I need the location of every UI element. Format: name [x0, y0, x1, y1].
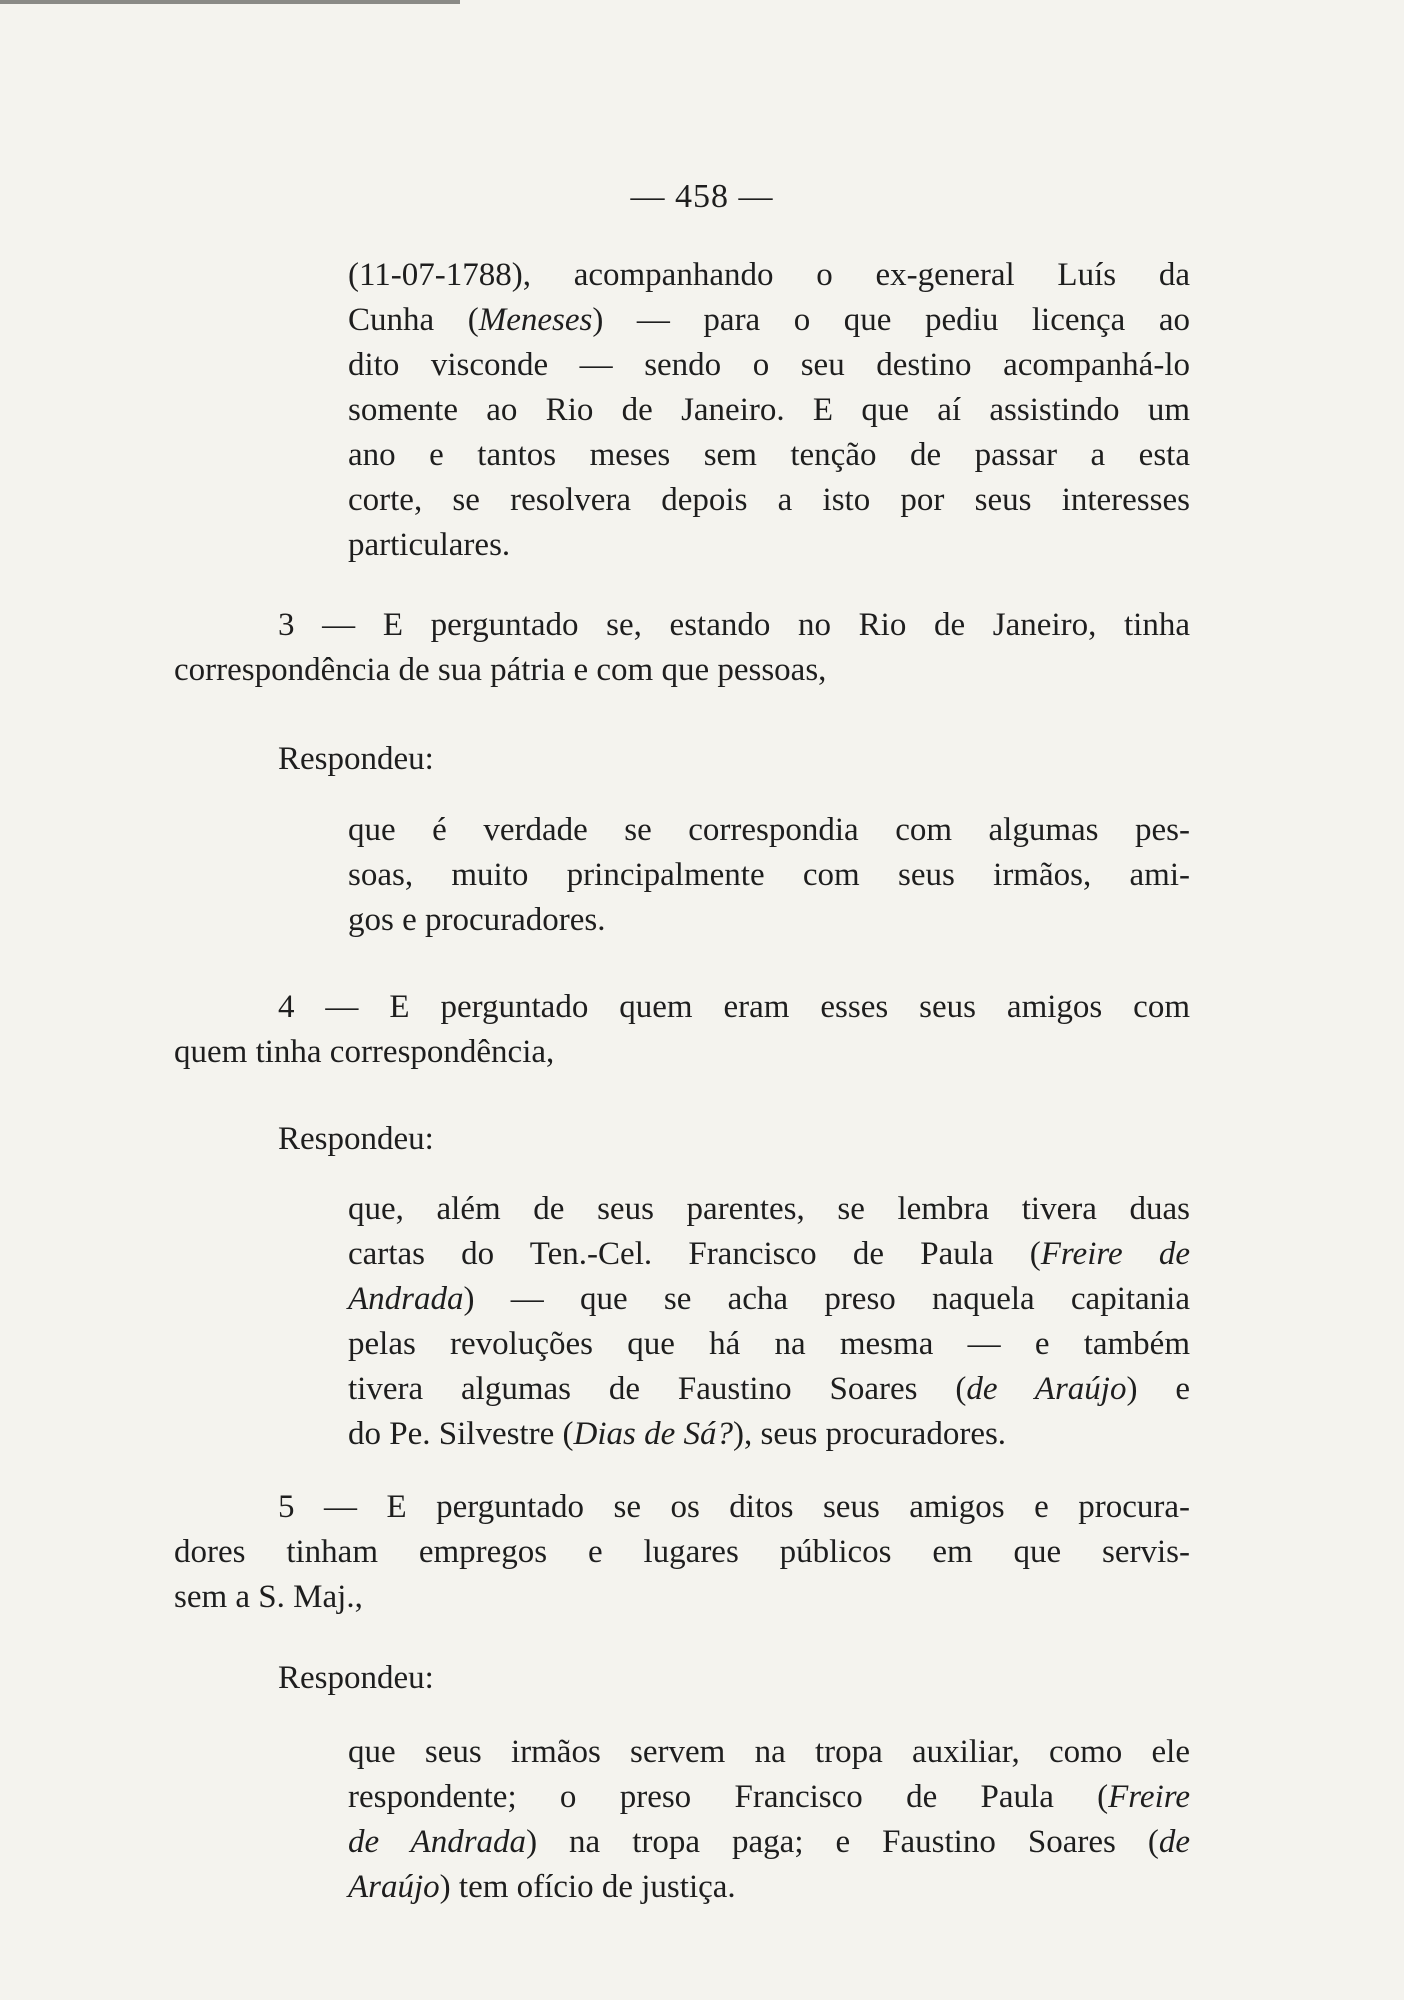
answer-line: tivera algumas de Faustino Soares (de Araújo) e — [348, 1371, 1190, 1407]
question-line: correspondência de sua pátria e com que pessoas, — [174, 652, 827, 688]
answer-4 — [348, 1187, 1190, 1457]
text-line: dito visconde — sendo o seu destino acompanhá-lo — [348, 347, 1190, 383]
answer-line: que, além de seus parentes, se lembra tivera duas — [348, 1191, 1190, 1227]
answer-label: Respondeu: — [278, 741, 434, 777]
answer-line: Andrada) — que se acha preso naquela capitania — [348, 1281, 1190, 1317]
text-line: Cunha (Meneses) — para o que pediu licença ao — [348, 302, 1190, 338]
question-line: 5 — E perguntado se os ditos seus amigos e procura- — [278, 1489, 1190, 1525]
answer-line: Araújo) tem ofício de justiça. — [348, 1869, 736, 1905]
question-5 — [174, 1485, 1190, 1620]
question-line: quem tinha correspondência, — [174, 1034, 555, 1070]
question-line: 4 — E perguntado quem eram esses seus amigos com — [278, 989, 1190, 1025]
answer-label: Respondeu: — [278, 1121, 434, 1157]
answer-line: que é verdade se correspondia com algumas pes- — [348, 812, 1190, 848]
answer-line: do Pe. Silvestre (Dias de Sá?), seus procuradores. — [348, 1416, 1007, 1452]
text-line: corte, se resolvera depois a isto por seus interesses — [348, 482, 1190, 518]
text-line: (11-07-1788), acompanhando o ex-general Luís da — [348, 257, 1190, 293]
answer-label: Respondeu: — [278, 1660, 434, 1696]
page-number: — 458 — — [630, 178, 774, 215]
text-line: ano e tantos meses sem tenção de passar a esta — [348, 437, 1190, 473]
page-top-rule — [0, 0, 460, 4]
text-line: somente ao Rio de Janeiro. E que aí assistindo um — [348, 392, 1190, 428]
answer-line: respondente; o preso Francisco de Paula (Freire — [348, 1779, 1190, 1815]
question-line: dores tinham empregos e lugares públicos em que servis- — [174, 1534, 1190, 1570]
question-4 — [174, 985, 1190, 1075]
answer-line: de Andrada) na tropa paga; e Faustino Soares (de — [348, 1824, 1190, 1860]
intro-paragraph — [348, 253, 1190, 568]
answer-line: que seus irmãos servem na tropa auxiliar, como ele — [348, 1734, 1190, 1770]
question-line: sem a S. Maj., — [174, 1579, 363, 1615]
question-3 — [174, 603, 1190, 693]
text-line: particulares. — [348, 527, 511, 563]
answer-3 — [348, 808, 1190, 943]
answer-line: soas, muito principalmente com seus irmãos, ami- — [348, 857, 1190, 893]
question-line: 3 — E perguntado se, estando no Rio de Janeiro, tinha — [278, 607, 1190, 643]
answer-line: cartas do Ten.-Cel. Francisco de Paula (Freire de — [348, 1236, 1190, 1272]
answer-5 — [348, 1730, 1190, 1910]
answer-line: gos e procuradores. — [348, 902, 606, 938]
answer-line: pelas revoluções que há na mesma — e também — [348, 1326, 1190, 1362]
